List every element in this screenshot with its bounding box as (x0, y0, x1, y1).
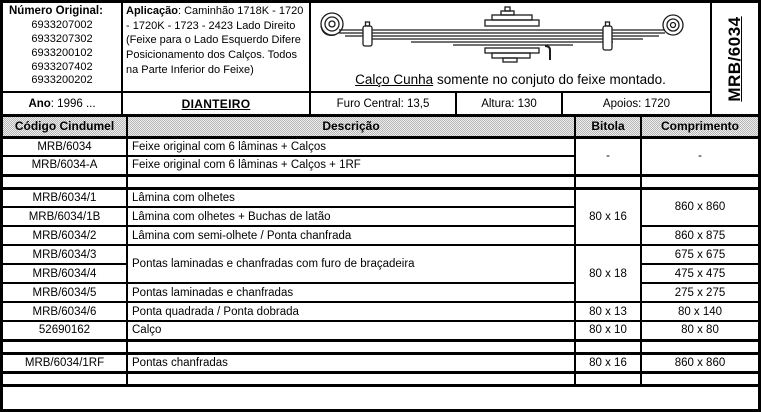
comp-cell (641, 175, 758, 188)
desc-cell: Pontas laminadas e chanfradas (127, 283, 575, 302)
spec-row (311, 93, 712, 117)
parts-table (3, 117, 758, 387)
supports-cell: Apoios: 1720 (563, 93, 712, 114)
code-cell: MRB/6034/1B (3, 207, 127, 226)
table-row (3, 188, 758, 207)
desc-cell (127, 175, 575, 188)
application-label: Aplicação (126, 5, 178, 17)
comp-cell: - (641, 137, 758, 175)
comp-cell (641, 340, 758, 353)
comp-cell (641, 372, 758, 385)
original-number: 6933207302 (31, 32, 93, 45)
header-comprimento: Comprimento (641, 117, 758, 137)
leaf-spring-drawing-box (311, 3, 712, 93)
comp-cell: 475 x 475 (641, 264, 758, 283)
code-cell: MRB/6034-A (3, 156, 127, 175)
code-cell: MRB/6034/1 (3, 188, 127, 207)
original-number: 6933200202 (31, 74, 93, 87)
year-label: Ano (28, 97, 51, 110)
code-cell: MRB/6034/6 (3, 302, 127, 321)
header-codigo: Código Cindumel (3, 117, 127, 137)
table-row (3, 283, 758, 302)
position-cell: DIANTEIRO (123, 93, 311, 117)
bitola-cell: 80 x 10 (575, 321, 641, 340)
table-row (3, 245, 758, 264)
bitola-cell: 80 x 16 (575, 188, 641, 245)
code-cell: MRB/6034/2 (3, 226, 127, 245)
spacer-row (3, 340, 758, 353)
desc-cell (127, 372, 575, 385)
parts-table-body (3, 137, 758, 385)
year-cell (3, 93, 123, 117)
desc-cell: Lâmina com semi-olhete / Ponta chanfrada (127, 226, 575, 245)
drawing-caption (355, 72, 666, 91)
part-code-vertical-box (712, 3, 758, 117)
comp-cell: 275 x 275 (641, 283, 758, 302)
caption-highlight: Calço Cunha (355, 72, 434, 87)
original-number-box (3, 3, 123, 93)
part-code-vertical: MRB/6034 (725, 15, 744, 102)
code-cell: MRB/6034/3 (3, 245, 127, 264)
bitola-cell: 80 x 13 (575, 302, 641, 321)
comp-cell: 675 x 675 (641, 245, 758, 264)
table-row (3, 353, 758, 372)
comp-cell: 860 x 860 (641, 188, 758, 226)
bitola-cell (575, 340, 641, 353)
code-cell (3, 372, 127, 385)
comp-cell: 80 x 80 (641, 321, 758, 340)
application-text: : Caminhão 1718K - 1720 - 1720K - 1723 - 2423 Lado Direito (Feixe para o Lado Esquerdo Difere Posicionamento dos Calços. Todos na Parte Inferior do Feixe) (126, 5, 304, 76)
table-row (3, 302, 758, 321)
code-cell: MRB/6034/5 (3, 283, 127, 302)
code-cell (3, 175, 127, 188)
bitola-cell: - (575, 137, 641, 175)
code-cell: MRB/6034 (3, 137, 127, 156)
spacer-row (3, 372, 758, 385)
height-cell: Altura: 130 (457, 93, 563, 114)
original-number: 6933207002 (31, 18, 93, 31)
desc-cell: Calço (127, 321, 575, 340)
desc-cell: Pontas chanfradas (127, 353, 575, 372)
code-cell: MRB/6034/1RF (3, 353, 127, 372)
caption-text: somente no conjuto do feixe montado. (433, 72, 666, 87)
header-bitola: Bitola (575, 117, 641, 137)
original-number: 6933200102 (31, 46, 93, 59)
desc-cell (127, 340, 575, 353)
table-row (3, 321, 758, 340)
comp-cell: 860 x 860 (641, 353, 758, 372)
code-cell: 52690162 (3, 321, 127, 340)
desc-cell: Lâmina com olhetes + Buchas de latão (127, 207, 575, 226)
code-cell: MRB/6034/4 (3, 264, 127, 283)
central-hole-cell: Furo Central: 13,5 (311, 93, 457, 114)
desc-cell: Feixe original com 6 lâminas + Calços (127, 137, 575, 156)
bitola-cell (575, 175, 641, 188)
desc-cell: Feixe original com 6 lâminas + Calços + 1RF (127, 156, 575, 175)
table-row (3, 226, 758, 245)
table-header-row (3, 117, 758, 137)
bitola-cell: 80 x 18 (575, 245, 641, 302)
comp-cell: 80 x 140 (641, 302, 758, 321)
comp-cell: 860 x 875 (641, 226, 758, 245)
leaf-spring-drawing (311, 4, 710, 64)
header-section (3, 3, 758, 117)
code-cell (3, 340, 127, 353)
application-box (123, 3, 311, 93)
bitola-cell: 80 x 16 (575, 353, 641, 372)
desc-cell: Pontas laminadas e chanfradas com furo de braçadeira (127, 245, 575, 283)
header-descricao: Descrição (127, 117, 575, 137)
spacer-row (3, 175, 758, 188)
original-number: 6933207402 (31, 60, 93, 73)
desc-cell: Lâmina com olhetes (127, 188, 575, 207)
bitola-cell (575, 372, 641, 385)
desc-cell: Ponta quadrada / Ponta dobrada (127, 302, 575, 321)
year-value: : 1996 ... (50, 97, 96, 110)
original-number-label: Número Original: (9, 5, 103, 17)
table-row (3, 137, 758, 156)
